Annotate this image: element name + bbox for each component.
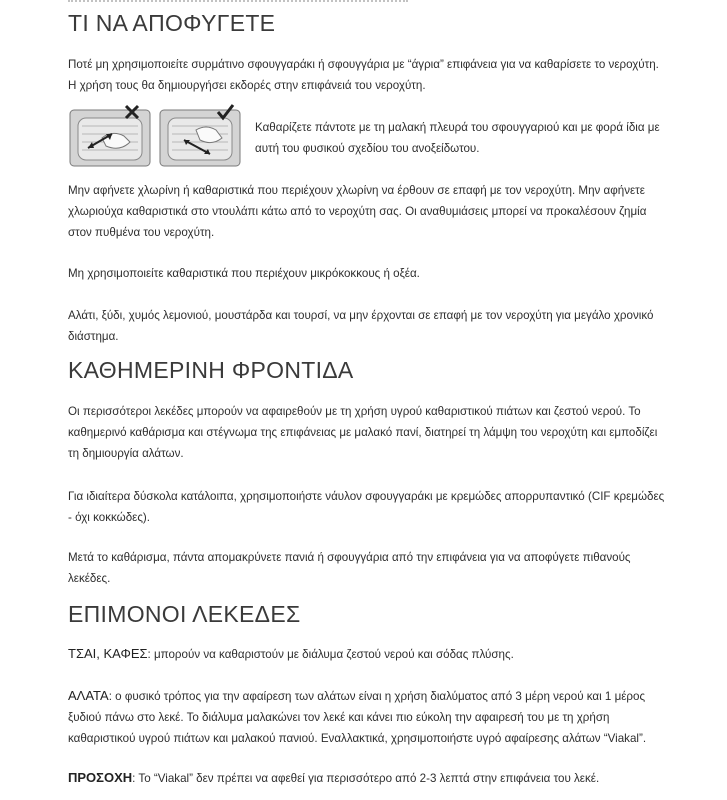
- illustration-caption: Καθαρίζετε πάντοτε με τη μαλακή πλευρά του σφουγγαριού και με φορά ίδια με αυτή του φυσικού σχεδίου του ανοξείδωτου.: [255, 121, 660, 155]
- limescale-label: ΑΛΑΤΑ: [68, 688, 109, 703]
- daily-paragraph-1: Οι περισσότεροι λεκέδες μπορούν να αφαιρεθούν με τη χρήση υγρού καθαριστικού πιάτων και ζεστού νερού. Το καθημερινό καθάρισμα και στέγνωμα της επιφάνειας με μαλακό πανί, διατηρεί τη λάμψη του νεροχύτη και εμποδίζει τη δημιουργία αλάτων.: [68, 405, 658, 460]
- top-divider: [68, 0, 408, 5]
- tea-coffee-text: : μπορούν να καθαριστούν με διάλυμα ζεστού νερού και σόδας πλύσης.: [147, 648, 514, 661]
- avoid-paragraph-1: Ποτέ μη χρησιμοποιείτε συρμάτινο σφουγγαράκι ή σφουγγάρια με “άγρια” επιφάνεια για να καθαρίσετε το νεροχύτη. Η χρήση τους θα δημιουργήσει εκδορές στην επιφάνειά του νεροχύτη.: [68, 58, 659, 92]
- warning-label: ΠΡΟΣΟΧΗ: [68, 770, 133, 785]
- heading-avoid: ΤΙ ΝΑ ΑΠΟΦΥΓΕΤΕ: [68, 10, 276, 36]
- heading-daily-care: ΚΑΘΗΜΕΡΙΝΗ ΦΡΟΝΤΙΔΑ: [68, 357, 354, 383]
- wrong-cleaning-sink: [68, 104, 152, 168]
- correct-cleaning-sink: [158, 104, 242, 168]
- limescale-paragraph: [68, 685, 668, 749]
- daily-paragraph-2: Για ιδιαίτερα δύσκολα κατάλοιπα, χρησιμοποιήστε νάυλον σφουγγαράκι με κρεμώδες απορρυπαντικό (CIF κρεμώδες - όχι κοκκώδες).: [68, 490, 665, 524]
- avoid-paragraph-2: Μην αφήνετε χλωρίνη ή καθαριστικά που περιέχουν χλωρίνη να έρθουν σε επαφή με τον νεροχύτη. Μην αφήνετε χλωριούχα καθαριστικά στο ντουλάπι κάτω από το νεροχύτη σας. Οι αναθυμιάσεις μπορεί να προκαλέσουν ζημία στον πυθμένα του νεροχύτη.: [68, 184, 647, 239]
- tea-coffee-paragraph: [68, 643, 668, 665]
- warning-text: : Το “Viakal” δεν πρέπει να αφεθεί για περισσότερο από 2-3 λεπτά στην επιφάνεια του λεκέ.: [132, 772, 600, 785]
- warning-paragraph: [68, 767, 668, 789]
- cleaning-direction-illustration: [68, 104, 244, 172]
- heading-stubborn-stains: ΕΠΙΜΟΝΟΙ ΛΕΚΕΔΕΣ: [68, 601, 301, 627]
- tea-coffee-label: ΤΣΑΙ, ΚΑΦΕΣ: [68, 646, 148, 661]
- limescale-text: : ο φυσικό τρόπος για την αφαίρεση των αλάτων είναι η χρήση διαλύματος από 3 μέρη νερού και 1 μέρος ξυδιού πάνω στο λεκέ. Το διάλυμα μαλακώνει τον λεκέ και κάνει πιο εύκολη την αφαιρεσή του με τη χρήση καθαριστικού υγρού πιάτων και μαλακού πανιού. Εναλλακτικά, χρησιμοποιήστε υγρό αφαίρεσης αλάτων “Viakal”.: [68, 690, 647, 745]
- avoid-paragraph-3: Μη χρησιμοποιείτε καθαριστικά που περιέχουν μικρόκοκκους ή οξέα.: [68, 267, 420, 280]
- daily-paragraph-3: Μετά το καθάρισμα, πάντα απομακρύνετε πανιά ή σφουγγάρια από την επιφάνεια για να αποφύγετε πιθανούς λεκέδες.: [68, 551, 631, 585]
- avoid-paragraph-4: Αλάτι, ξύδι, χυμός λεμονιού, μουστάρδα και τουρσί, να μην έρχονται σε επαφή με τον νεροχύτη για μεγάλο χρονικό διάστημα.: [68, 309, 654, 343]
